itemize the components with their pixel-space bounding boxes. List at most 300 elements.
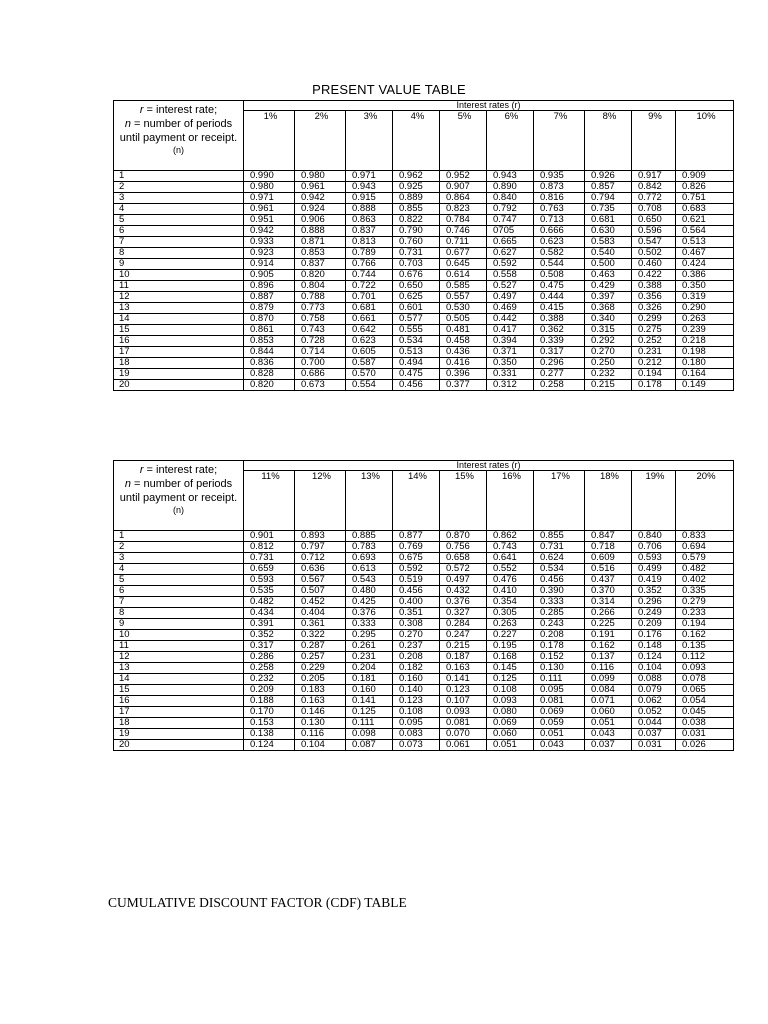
value-cell: 0.743 [295, 325, 346, 336]
value-cell: 0.534 [534, 564, 585, 575]
value-cell: 0.583 [585, 237, 632, 248]
value-cell: 0.107 [440, 696, 487, 707]
value-cell: 0.889 [393, 193, 440, 204]
cdf-table-title: CUMULATIVE DISCOUNT FACTOR (CDF) TABLE [108, 895, 407, 910]
value-cell: 0.087 [346, 740, 393, 751]
value-cell: 0.658 [440, 553, 487, 564]
value-cell: 0.650 [393, 281, 440, 292]
table-row [114, 652, 734, 663]
value-cell: 0.141 [440, 674, 487, 685]
value-cell: 0.339 [534, 336, 585, 347]
value-cell: 0.225 [585, 619, 632, 630]
rate-header: 20% [676, 471, 734, 531]
rate-header: 14% [393, 471, 440, 531]
value-cell: 0.614 [440, 270, 487, 281]
value-cell: 0.942 [244, 226, 295, 237]
period-cell: 2 [114, 542, 244, 553]
value-cell: 0.429 [585, 281, 632, 292]
rate-header: 2% [295, 111, 346, 171]
table-row [114, 729, 734, 740]
value-cell: 0.183 [295, 685, 346, 696]
rate-header: 10% [676, 111, 734, 171]
period-cell: 10 [114, 270, 244, 281]
value-cell: 0.162 [676, 630, 734, 641]
value-cell: 0.317 [244, 641, 295, 652]
value-cell: 0.826 [676, 182, 734, 193]
value-cell: 0.104 [295, 740, 346, 751]
value-cell: 0.065 [676, 685, 734, 696]
value-cell: 0.417 [487, 325, 534, 336]
value-cell: 0.816 [534, 193, 585, 204]
value-cell: 0.901 [244, 531, 295, 542]
table-row [114, 380, 734, 391]
value-cell: 0.722 [346, 281, 393, 292]
value-cell: 0.557 [440, 292, 487, 303]
value-cell: 0.038 [676, 718, 734, 729]
value-cell: 0.163 [440, 663, 487, 674]
value-cell: 0.043 [585, 729, 632, 740]
value-cell: 0.475 [534, 281, 585, 292]
value-cell: 0.083 [393, 729, 440, 740]
value-cell: 0.909 [676, 171, 734, 182]
value-cell: 0.853 [295, 248, 346, 259]
period-cell: 12 [114, 292, 244, 303]
value-cell: 0.164 [676, 369, 734, 380]
value-cell: 0.125 [346, 707, 393, 718]
value-cell: 0.098 [346, 729, 393, 740]
value-cell: 0.822 [393, 215, 440, 226]
value-cell: 0.873 [534, 182, 585, 193]
value-cell: 0.905 [244, 270, 295, 281]
period-cell: 8 [114, 608, 244, 619]
value-cell: 0.227 [487, 630, 534, 641]
value-cell: 0.218 [676, 336, 734, 347]
value-cell: 0.790 [393, 226, 440, 237]
period-cell: 7 [114, 597, 244, 608]
value-cell: 0.279 [676, 597, 734, 608]
value-cell: 0.163 [295, 696, 346, 707]
value-cell: 0.051 [487, 740, 534, 751]
value-cell: 0.326 [632, 303, 676, 314]
period-cell: 15 [114, 685, 244, 696]
value-cell: 0705 [487, 226, 534, 237]
value-cell: 0.585 [440, 281, 487, 292]
value-cell: 0.204 [346, 663, 393, 674]
value-cell: 0.333 [534, 597, 585, 608]
value-cell: 0.842 [632, 182, 676, 193]
value-cell: 0.813 [346, 237, 393, 248]
value-cell: 0.661 [346, 314, 393, 325]
period-cell: 2 [114, 182, 244, 193]
rate-header: 18% [585, 471, 632, 531]
rate-header: 16% [487, 471, 534, 531]
value-cell: 0.287 [295, 641, 346, 652]
value-cell: 0.456 [534, 575, 585, 586]
table-row [114, 226, 734, 237]
value-cell: 0.152 [534, 652, 585, 663]
value-cell: 0.527 [487, 281, 534, 292]
value-cell: 0.231 [346, 652, 393, 663]
period-cell: 15 [114, 325, 244, 336]
value-cell: 0.361 [295, 619, 346, 630]
table-row [114, 314, 734, 325]
value-cell: 0.356 [632, 292, 676, 303]
value-cell: 0.208 [393, 652, 440, 663]
value-cell: 0.436 [440, 347, 487, 358]
value-cell: 0.923 [244, 248, 295, 259]
value-cell: 0.140 [393, 685, 440, 696]
period-cell: 18 [114, 358, 244, 369]
value-cell: 0.582 [534, 248, 585, 259]
value-cell: 0.693 [346, 553, 393, 564]
value-cell: 0.570 [346, 369, 393, 380]
table-row [114, 619, 734, 630]
value-cell: 0.844 [244, 347, 295, 358]
value-cell: 0.686 [295, 369, 346, 380]
value-cell: 0.513 [393, 347, 440, 358]
period-cell: 3 [114, 193, 244, 204]
value-cell: 0.513 [676, 237, 734, 248]
value-cell: 0.769 [393, 542, 440, 553]
value-cell: 0.534 [393, 336, 440, 347]
value-cell: 0.181 [346, 674, 393, 685]
value-cell: 0.195 [487, 641, 534, 652]
value-cell: 0.558 [487, 270, 534, 281]
value-cell: 0.350 [676, 281, 734, 292]
value-cell: 0.286 [244, 652, 295, 663]
value-cell: 0.924 [295, 204, 346, 215]
value-cell: 0.060 [585, 707, 632, 718]
value-cell: 0.760 [393, 237, 440, 248]
value-cell: 0.215 [585, 380, 632, 391]
value-cell: 0.123 [393, 696, 440, 707]
table-row [114, 259, 734, 270]
value-cell: 0.178 [534, 641, 585, 652]
value-cell: 0.833 [676, 531, 734, 542]
period-cell: 14 [114, 674, 244, 685]
table-row [114, 531, 734, 542]
value-cell: 0.772 [632, 193, 676, 204]
value-cell: 0.855 [393, 204, 440, 215]
value-cell: 0.962 [393, 171, 440, 182]
rate-header: 17% [534, 471, 585, 531]
value-cell: 0.766 [346, 259, 393, 270]
value-cell: 0.469 [487, 303, 534, 314]
value-cell: 0.088 [632, 674, 676, 685]
table-body [114, 531, 734, 751]
value-cell: 0.505 [440, 314, 487, 325]
value-cell: 0.837 [295, 259, 346, 270]
value-cell: 0.410 [487, 586, 534, 597]
table-row [114, 586, 734, 597]
value-cell: 0.352 [632, 586, 676, 597]
value-cell: 0.437 [585, 575, 632, 586]
value-cell: 0.340 [585, 314, 632, 325]
value-cell: 0.917 [632, 171, 676, 182]
value-cell: 0.354 [487, 597, 534, 608]
value-cell: 0.078 [676, 674, 734, 685]
value-cell: 0.275 [632, 325, 676, 336]
value-cell: 0.926 [585, 171, 632, 182]
value-cell: 0.593 [244, 575, 295, 586]
value-cell: 0.788 [295, 292, 346, 303]
value-cell: 0.125 [487, 674, 534, 685]
value-cell: 0.371 [487, 347, 534, 358]
value-cell: 0.031 [676, 729, 734, 740]
value-cell: 0.095 [534, 685, 585, 696]
value-cell: 0.130 [534, 663, 585, 674]
group-header-row [114, 461, 734, 471]
period-cell: 18 [114, 718, 244, 729]
table-row [114, 597, 734, 608]
value-cell: 0.277 [534, 369, 585, 380]
period-cell: 19 [114, 729, 244, 740]
value-cell: 0.187 [440, 652, 487, 663]
value-cell: 0.497 [440, 575, 487, 586]
value-cell: 0.853 [244, 336, 295, 347]
value-cell: 0.544 [534, 259, 585, 270]
value-cell: 0.735 [585, 204, 632, 215]
value-cell: 0.579 [676, 553, 734, 564]
value-cell: 0.943 [346, 182, 393, 193]
period-cell: 17 [114, 347, 244, 358]
value-cell: 0.394 [487, 336, 534, 347]
value-cell: 0.296 [632, 597, 676, 608]
table-row [114, 270, 734, 281]
value-cell: 0.500 [585, 259, 632, 270]
value-cell: 0.079 [632, 685, 676, 696]
value-cell: 0.758 [295, 314, 346, 325]
value-cell: 0.247 [440, 630, 487, 641]
value-cell: 0.231 [632, 347, 676, 358]
interest-rates-header: Interest rates (r) [244, 101, 734, 111]
value-cell: 0.069 [534, 707, 585, 718]
value-cell: 0.494 [393, 358, 440, 369]
table-row [114, 303, 734, 314]
period-cell: 1 [114, 171, 244, 182]
value-cell: 0.943 [487, 171, 534, 182]
value-cell: 0.043 [534, 740, 585, 751]
value-cell: 0.885 [346, 531, 393, 542]
value-cell: 0.482 [676, 564, 734, 575]
value-cell: 0.182 [393, 663, 440, 674]
table-row [114, 237, 734, 248]
value-cell: 0.319 [676, 292, 734, 303]
value-cell: 0.080 [487, 707, 534, 718]
table-row [114, 182, 734, 193]
value-cell: 0.138 [244, 729, 295, 740]
value-cell: 0.713 [534, 215, 585, 226]
value-cell: 0.424 [676, 259, 734, 270]
rate-header: 8% [585, 111, 632, 171]
value-cell: 0.312 [487, 380, 534, 391]
value-cell: 0.168 [487, 652, 534, 663]
value-cell: 0.377 [440, 380, 487, 391]
value-cell: 0.840 [487, 193, 534, 204]
table-row [114, 663, 734, 674]
value-cell: 0.714 [295, 347, 346, 358]
value-cell: 0.031 [632, 740, 676, 751]
value-cell: 0.350 [487, 358, 534, 369]
value-cell: 0.507 [295, 586, 346, 597]
value-cell: 0.194 [632, 369, 676, 380]
value-cell: 0.292 [585, 336, 632, 347]
rate-header: 5% [440, 111, 487, 171]
value-cell: 0.351 [393, 608, 440, 619]
value-cell: 0.535 [244, 586, 295, 597]
value-cell: 0.397 [585, 292, 632, 303]
value-cell: 0.731 [244, 553, 295, 564]
value-cell: 0.592 [393, 564, 440, 575]
value-cell: 0.314 [585, 597, 632, 608]
value-cell: 0.249 [632, 608, 676, 619]
value-cell: 0.961 [244, 204, 295, 215]
value-cell: 0.497 [487, 292, 534, 303]
value-cell: 0.601 [393, 303, 440, 314]
value-cell: 0.135 [676, 641, 734, 652]
value-cell: 0.933 [244, 237, 295, 248]
value-cell: 0.711 [440, 237, 487, 248]
value-cell: 0.402 [676, 575, 734, 586]
value-cell: 0.258 [534, 380, 585, 391]
value-cell: 0.212 [632, 358, 676, 369]
value-cell: 0.731 [534, 542, 585, 553]
value-cell: 0.980 [244, 182, 295, 193]
rate-header: 9% [632, 111, 676, 171]
value-cell: 0.295 [346, 630, 393, 641]
value-cell: 0.863 [346, 215, 393, 226]
rate-header: 7% [534, 111, 585, 171]
value-cell: 0.266 [585, 608, 632, 619]
value-cell: 0.425 [346, 597, 393, 608]
value-cell: 0.376 [440, 597, 487, 608]
period-cell: 4 [114, 204, 244, 215]
value-cell: 0.935 [534, 171, 585, 182]
value-cell: 0.650 [632, 215, 676, 226]
period-cell: 13 [114, 303, 244, 314]
table-row [114, 630, 734, 641]
value-cell: 0.044 [632, 718, 676, 729]
rate-header: 13% [346, 471, 393, 531]
value-cell: 0.812 [244, 542, 295, 553]
value-cell: 0.270 [585, 347, 632, 358]
value-cell: 0.215 [440, 641, 487, 652]
value-cell: 0.456 [393, 586, 440, 597]
value-cell: 0.333 [346, 619, 393, 630]
table-row [114, 248, 734, 259]
value-cell: 0.627 [487, 248, 534, 259]
value-cell: 0.712 [295, 553, 346, 564]
value-cell: 0.480 [346, 586, 393, 597]
value-cell: 0.914 [244, 259, 295, 270]
value-cell: 0.708 [632, 204, 676, 215]
rate-header: 3% [346, 111, 393, 171]
value-cell: 0.952 [440, 171, 487, 182]
value-cell: 0.111 [534, 674, 585, 685]
value-cell: 0.925 [393, 182, 440, 193]
value-cell: 0.718 [585, 542, 632, 553]
value-cell: 0.108 [487, 685, 534, 696]
value-cell: 0.322 [295, 630, 346, 641]
value-cell: 0.784 [440, 215, 487, 226]
value-cell: 0.577 [393, 314, 440, 325]
value-cell: 0.145 [487, 663, 534, 674]
value-cell: 0.942 [295, 193, 346, 204]
value-cell: 0.209 [632, 619, 676, 630]
period-cell: 20 [114, 740, 244, 751]
rate-header: 12% [295, 471, 346, 531]
rate-header: 11% [244, 471, 295, 531]
value-cell: 0.694 [676, 542, 734, 553]
period-cell: 8 [114, 248, 244, 259]
value-cell: 0.857 [585, 182, 632, 193]
value-cell: 0.362 [534, 325, 585, 336]
value-cell: 0.396 [440, 369, 487, 380]
period-cell: 9 [114, 259, 244, 270]
value-cell: 0.893 [295, 531, 346, 542]
value-cell: 0.059 [534, 718, 585, 729]
value-cell: 0.257 [295, 652, 346, 663]
value-cell: 0.180 [676, 358, 734, 369]
value-cell: 0.675 [393, 553, 440, 564]
value-cell: 0.237 [393, 641, 440, 652]
value-cell: 0.099 [585, 674, 632, 685]
value-cell: 0.700 [295, 358, 346, 369]
value-cell: 0.108 [393, 707, 440, 718]
table-row [114, 564, 734, 575]
value-cell: 0.263 [676, 314, 734, 325]
value-cell: 0.971 [346, 171, 393, 182]
value-cell: 0.170 [244, 707, 295, 718]
period-cell: 10 [114, 630, 244, 641]
value-cell: 0.543 [346, 575, 393, 586]
period-cell: 1 [114, 531, 244, 542]
value-cell: 0.961 [295, 182, 346, 193]
value-cell: 0.270 [393, 630, 440, 641]
value-cell: 0.229 [295, 663, 346, 674]
value-cell: 0.552 [487, 564, 534, 575]
value-cell: 0.051 [534, 729, 585, 740]
period-cell: 19 [114, 369, 244, 380]
page-title: PRESENT VALUE TABLE [312, 82, 466, 97]
value-cell: 0.609 [585, 553, 632, 564]
value-cell: 0.971 [244, 193, 295, 204]
value-cell: 0.540 [585, 248, 632, 259]
value-cell: 0.888 [295, 226, 346, 237]
period-cell: 12 [114, 652, 244, 663]
value-cell: 0.400 [393, 597, 440, 608]
value-cell: 0.327 [440, 608, 487, 619]
value-cell: 0.673 [295, 380, 346, 391]
value-cell: 0.116 [585, 663, 632, 674]
value-cell: 0.137 [585, 652, 632, 663]
table-row [114, 674, 734, 685]
value-cell: 0.146 [295, 707, 346, 718]
value-cell: 0.305 [487, 608, 534, 619]
value-cell: 0.613 [346, 564, 393, 575]
table-row [114, 292, 734, 303]
value-cell: 0.530 [440, 303, 487, 314]
value-cell: 0.747 [487, 215, 534, 226]
period-cell: 11 [114, 641, 244, 652]
value-cell: 0.141 [346, 696, 393, 707]
value-cell: 0.073 [393, 740, 440, 751]
period-cell: 9 [114, 619, 244, 630]
value-cell: 0.623 [346, 336, 393, 347]
rate-header: 1% [244, 111, 295, 171]
period-cell: 11 [114, 281, 244, 292]
value-cell: 0.499 [632, 564, 676, 575]
